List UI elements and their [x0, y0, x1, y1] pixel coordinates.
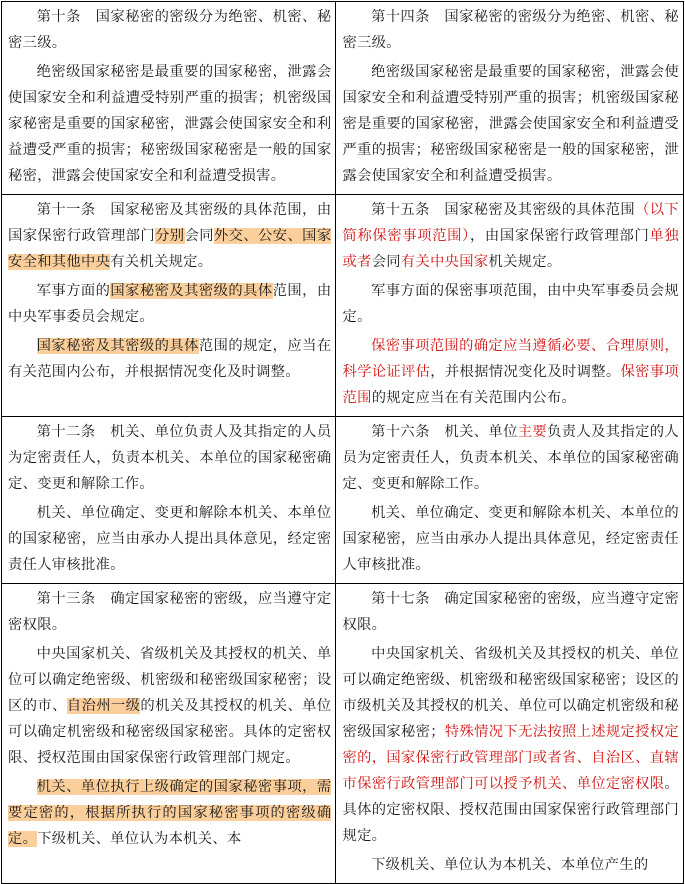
added-text: 保密事项范围	[342, 364, 679, 406]
article-row	[2, 584, 684, 884]
clause-paragraph	[342, 500, 679, 578]
clause-paragraph	[8, 419, 331, 497]
new-version-cell	[336, 2, 684, 195]
clause-paragraph	[342, 586, 679, 638]
clause-text: 机关规定。	[488, 254, 562, 270]
highlighted-text: 分别	[155, 228, 185, 244]
clause-paragraph	[8, 197, 331, 275]
clause-text: 机关、单位确定、变更和解除本机关、本单位的国家秘密，应当由承办人提出具体意见，经定密责任人审核批准。	[342, 505, 679, 573]
new-version-cell	[336, 195, 684, 417]
clause-paragraph	[8, 4, 331, 56]
clause-text: 第十条 国家秘密的密级分为绝密、机密、秘密三级。	[8, 9, 332, 51]
clause-text: 下级机关、单位认为本机关、本单位产生的	[371, 857, 649, 873]
clause-text: 第十五条 国家秘密及其密级的具体范围	[371, 202, 636, 218]
article-row	[2, 417, 684, 584]
clause-text: 军事方面的保密事项范围，由中央军事委员会规定。	[342, 283, 679, 325]
clause-text: 范围，由中央军事委员会规定。	[8, 283, 332, 325]
clause-text: 负责人及其指定的人员为定密责任人，负责本机关、本单位的国家秘密确定、变更和解除工作。	[342, 424, 679, 492]
clause-paragraph	[342, 278, 679, 330]
clause-text: 会同	[184, 228, 214, 244]
clause-text: 的规定应当在有关范围内公布。	[371, 390, 577, 406]
comparison-table-body	[2, 2, 684, 884]
clause-text: 。具体的定密权限、授权范围由国家保密行政管理部门规定。	[342, 776, 679, 844]
clause-text: 绝密级国家秘密是最重要的国家秘密，泄露会使国家安全和利益遭受特别严重的损害；机密级国家秘密是重要的国家秘密，泄露会使国家安全和利益遭受严重的损害；秘密级国家秘密是一般的国家秘密，泄露会使国家安全和利益遭受损害。	[342, 64, 679, 184]
highlighted-text: 国家秘密及其密级的具体	[110, 283, 273, 299]
new-version-cell	[336, 584, 684, 884]
old-version-cell	[2, 2, 336, 195]
added-text: 特殊情况下无法按照上述规定授权定密的，国家保密行政管理部门或者省、自治区、直辖市保密行政管理部门可以授予机关、单位定密权限	[342, 724, 679, 792]
clause-text: 第十六条 机关、单位	[371, 424, 518, 440]
clause-paragraph	[342, 4, 679, 56]
clause-text: 有关机关规定。	[110, 254, 213, 270]
added-text: （以下简称保密事项范围）	[342, 202, 679, 244]
clause-text: 下级机关、单位认为本机关、本	[37, 831, 242, 847]
highlighted-text: 机关、单位执行上级确定的国家秘密事项，需要定密的，根据所执行的国家秘密事项的密级确定。	[8, 779, 332, 847]
clause-text: ，并根据情况变化及时调整。	[430, 364, 621, 380]
clause-text: 范围的规定，应当在有关范围内公布，并根据情况变化及时调整。	[8, 338, 332, 380]
clause-paragraph	[8, 774, 331, 852]
highlighted-text: 自治州一级	[66, 698, 141, 714]
old-version-cell	[2, 417, 336, 584]
clause-text: 中央国家机关、省级机关及其授权的机关、单位可以确定绝密级、机密级和秘密级国家秘密；设区的市、	[8, 646, 332, 714]
clause-text: 第十二条 机关、单位负责人及其指定的人员为定密责任人，负责本机关、本单位的国家秘密确定、变更和解除工作。	[8, 424, 332, 492]
clause-text: 绝密级国家秘密是最重要的国家秘密，泄露会使国家安全和利益遭受特别严重的损害；机密级国家秘密是重要的国家秘密，泄露会使国家安全和利益遭受严重的损害；秘密级国家秘密是一般的国家秘密，泄露会使国家安全和利益遭受损害。	[8, 64, 332, 184]
clause-paragraph	[342, 59, 679, 189]
clause-paragraph	[8, 278, 331, 330]
clause-text: 第十三条 确定国家秘密的密级，应当遵守定密权限。	[8, 591, 332, 633]
clause-paragraph	[8, 500, 331, 578]
old-version-cell	[2, 584, 336, 884]
new-version-cell	[336, 417, 684, 584]
added-text: 单独或者	[342, 228, 679, 270]
highlighted-text: 国家秘密及其密级的具体	[36, 338, 199, 354]
clause-text: 的机关及其授权的机关、单位可以确定机密级和秘密级国家秘密。具体的定密权限、授权范围由国家保密行政管理部门规定。	[8, 698, 332, 766]
clause-text: 第十七条 确定国家秘密的密级，应当遵守定密权限。	[342, 591, 679, 633]
clause-paragraph	[8, 641, 331, 771]
clause-paragraph	[342, 641, 679, 849]
clause-paragraph	[342, 197, 679, 275]
article-row	[2, 2, 684, 195]
clause-text: 军事方面的	[36, 283, 111, 299]
clause-text: 机关、单位确定、变更和解除本机关、本单位的国家秘密，应当由承办人提出具体意见，经定密责任人审核批准。	[8, 505, 332, 573]
added-text: 保密事项范围的确定应当遵循必要、合理原则，科学论证评估	[342, 338, 679, 380]
article-row	[2, 195, 684, 417]
clause-paragraph	[342, 852, 679, 878]
clause-paragraph	[342, 333, 679, 411]
clause-text: 中央国家机关、省级机关及其授权的机关、单位可以确定绝密级、机密级和秘密级国家秘密；设区的市级机关及其授权的机关、单位可以确定机密级和秘密级国家秘密；	[342, 646, 679, 740]
clause-paragraph	[8, 59, 331, 189]
clause-text: 会同	[371, 254, 401, 270]
highlighted-text: 外交、公安、国家安全和其他中央	[8, 228, 332, 270]
clause-paragraph	[342, 419, 679, 497]
clause-text: 第十四条 国家秘密的密级分为绝密、机密、秘密三级。	[342, 9, 679, 51]
clause-text: ，由国家保密行政管理部门	[469, 228, 650, 244]
comparison-table	[1, 1, 684, 884]
clause-text: 第十一条 国家秘密及其密级的具体范围，由国家保密行政管理部门	[8, 202, 332, 244]
added-text: 主要	[517, 424, 548, 440]
clause-paragraph	[8, 586, 331, 638]
old-version-cell	[2, 195, 336, 417]
added-text: 有关中央国家	[400, 254, 489, 270]
clause-paragraph	[8, 333, 331, 385]
